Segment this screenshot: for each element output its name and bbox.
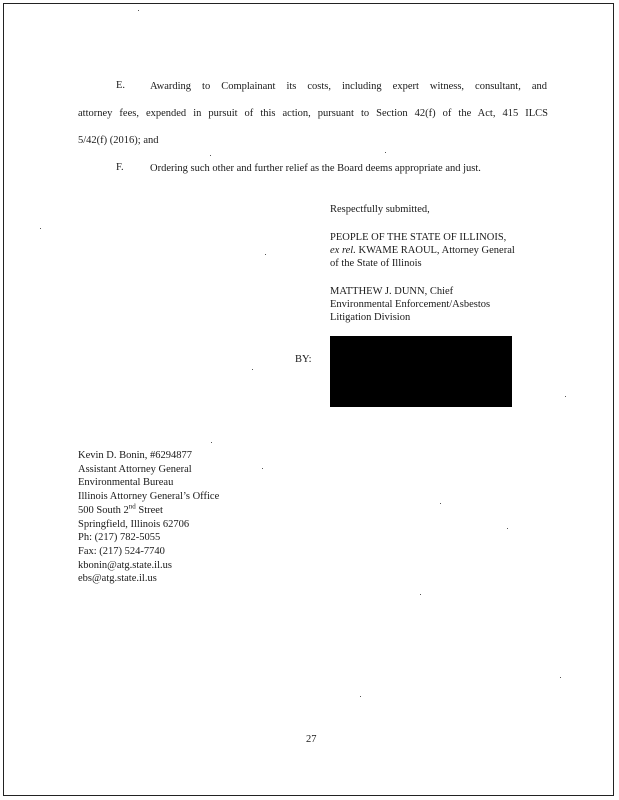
scan-speck (507, 528, 508, 529)
division-line-1: MATTHEW J. DUNN, Chief (330, 286, 454, 297)
email-1: kbonin@atg.state.il.us (78, 559, 172, 571)
fax-number: Fax: (217) 524-7740 (78, 545, 165, 557)
closing-text: Respectfully submitted, (330, 204, 430, 215)
office-name: Illinois Attorney General’s Office (78, 491, 220, 503)
scan-speck (420, 594, 421, 595)
ex-rel-text: ex rel. (330, 245, 356, 256)
scan-speck (565, 396, 566, 397)
item-e-line-3: 5/42(f) (2016); and (78, 135, 159, 146)
contact-block (78, 449, 219, 586)
street-address (78, 504, 219, 518)
division-line-3: Litigation Division (330, 312, 411, 323)
scan-speck (385, 152, 386, 153)
email-2: ebs@atg.state.il.us (78, 573, 157, 585)
scan-speck (262, 468, 263, 469)
scan-speck (440, 503, 441, 504)
item-f-line-1: Ordering such other and further relief as the Board deems appropriate and just. (150, 163, 481, 174)
attorney-title: Assistant Attorney General (78, 463, 192, 475)
scan-speck (210, 155, 211, 156)
division-line-2: Environmental Enforcement/Asbestos (330, 299, 491, 310)
party-line-2-rest: KWAME RAOUL, Attorney General (355, 245, 515, 256)
bureau-name: Environmental Bureau (78, 477, 174, 489)
scan-speck (138, 10, 139, 11)
scan-speck (211, 442, 212, 443)
document-page (3, 3, 614, 796)
item-e-line-1: Awarding to Complainant its costs, including expert witness, consultant, and (150, 81, 547, 92)
item-e-letter: E. (116, 80, 126, 91)
by-label: BY: (295, 354, 312, 365)
item-e-line-2: attorney fees, expended in pursuit of this action, pursuant to Section 42(f) of the Act, 415 ILCS (78, 108, 548, 119)
city-state-zip: Springfield, Illinois 62706 (78, 518, 190, 530)
item-f-letter: F. (116, 162, 124, 173)
scan-speck (252, 369, 253, 370)
page-number: 27 (306, 734, 317, 745)
scan-speck (560, 677, 561, 678)
scan-speck (265, 254, 266, 255)
party-line-1: PEOPLE OF THE STATE OF ILLINOIS, (330, 232, 507, 243)
phone-number: Ph: (217) 782-5055 (78, 532, 161, 544)
scan-speck (40, 228, 41, 229)
party-line-2 (330, 244, 515, 257)
redacted-signature (330, 336, 512, 407)
street-suffix: Street (135, 504, 163, 516)
attorney-name: Kevin D. Bonin, #6294877 (78, 450, 193, 461)
party-line-3: of the State of Illinois (330, 258, 422, 269)
street-ordinal: nd (128, 502, 136, 511)
street-number: 500 South 2 (78, 504, 129, 516)
scan-speck (360, 696, 361, 697)
